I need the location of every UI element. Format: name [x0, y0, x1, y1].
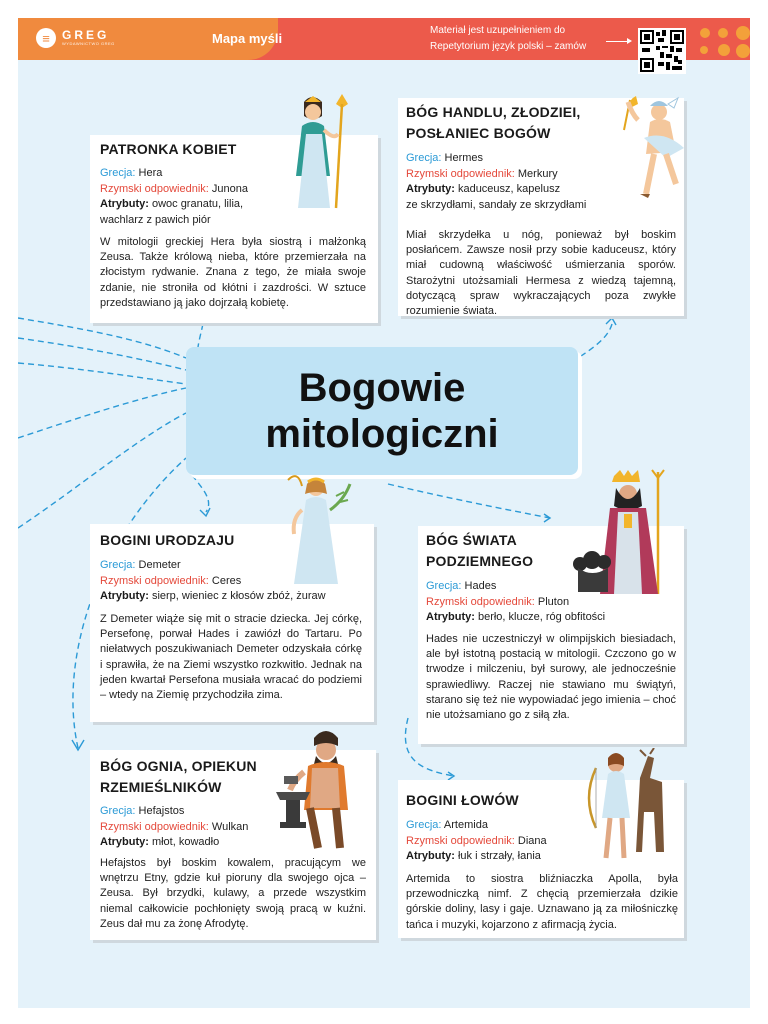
value-rzymski: Ceres	[211, 574, 242, 587]
card-title: BOGINI ŁOWÓW	[406, 792, 519, 808]
value-grecja: Hefajstos	[138, 805, 185, 817]
card-info	[406, 818, 596, 865]
card-description: Hades nie uczestniczył w olimpijskich biesiadach, ale był istotną postacią w mitologii. Czczono go w trwodze i milczeniu, był surowy, ale jednocześnie sprawiedliwy. Raczej nie stawiano mu świątyń, starano się też nie wypowiadać jego imienia – choć nie utożsamiano go z siłą zła.	[426, 633, 676, 722]
label-rzymski: Rzymski odpowiednik:	[100, 182, 209, 195]
arrow-right-icon	[606, 41, 630, 42]
card-title: BOGINI URODZAJU	[100, 532, 235, 548]
artemida-illustration	[578, 748, 688, 864]
header-note-line-1: Materiał jest uzupełnieniem do	[430, 25, 566, 36]
mind-map-page	[18, 18, 750, 1008]
label-grecja: Grecja:	[406, 819, 442, 831]
label-rzymski: Rzymski odpowiednik:	[100, 574, 209, 587]
value-rzymski: Junona	[211, 182, 248, 195]
card-title	[100, 756, 257, 798]
greg-logo-icon: ≡	[36, 28, 56, 48]
header-note-line-2: Repetytorium język polski – zamów	[430, 41, 587, 52]
card-description: Z Demeter wiąże się mit o stracie dziecka. Jej córkę, Persefonę, porwał Hades i zawiózł do Tartaru. Po niełatwych poszukiwaniach Demeter odzyskała córkę i sprawiła, że na Ziemi wszystko rozkwitło. Jednak na jeden kwartał Persefona musiała wracać do podziemi – wtedy na Ziemię przychodziła zima.	[100, 613, 362, 702]
card-info	[100, 804, 280, 851]
card-title-line-1: BÓG ŚWIATA	[426, 532, 517, 548]
card-title	[406, 102, 581, 144]
label-grecja: Grecja:	[426, 580, 462, 592]
value-rzymski: Pluton	[537, 595, 570, 608]
logo-text: GREG	[62, 28, 110, 42]
header-bar	[18, 18, 750, 60]
hermes-illustration	[614, 90, 694, 210]
card-title-line-2: POSŁANIEC BOGÓW	[406, 125, 551, 141]
value-rzymski: Merkury	[517, 167, 558, 180]
card-description: W mitologii greckiej Hera była siostrą i małżonką Zeusa. Także królową nieba, które przemierzała na złocistym rydwanie. Znana z tego, że miała swoje zdanie, nie stroniła od kłótni i zazdrości. W sztuce przedstawiano ją jako dojrzałą kobietę.	[100, 236, 366, 309]
greg-logo	[36, 28, 115, 48]
label-atrybuty: Atrybuty:	[100, 198, 149, 210]
value-grecja: Hera	[138, 167, 163, 179]
value-grecja: Hermes	[444, 152, 484, 164]
value-rzymski: Diana	[517, 834, 547, 847]
label-grecja: Grecja:	[406, 152, 442, 164]
label-grecja: Grecja:	[100, 559, 136, 571]
value-rzymski: Wulkan	[211, 820, 249, 833]
card-title-line-1: BÓG HANDLU, ZŁODZIEI,	[406, 104, 581, 120]
value-atrybuty: sierp, wieniec z kłosów zbóż, żuraw	[151, 590, 326, 602]
hades-illustration	[570, 468, 682, 596]
value-grecja: Demeter	[138, 559, 181, 571]
value-atrybuty: młot, kowadło	[151, 836, 220, 848]
label-rzymski: Rzymski odpowiednik:	[406, 167, 515, 180]
hefajstos-illustration	[270, 728, 360, 852]
card-description: Miał skrzydełka u nóg, ponieważ był boskim posłańcem. Zawsze nosił przy sobie kaduceusz, który miał cudowną właściwość uśmierzania sporów. Starożytni utożsamiali Hermesa z wiedzą tajemną, dotyczącą spraw wykraczających poza zwykłe rozumienie świata.	[406, 229, 676, 318]
card-title-line-2: RZEMIEŚLNIKÓW	[100, 779, 222, 795]
value-atrybuty: łuk i strzały, łania	[457, 850, 541, 862]
card-info	[100, 166, 290, 228]
label-atrybuty: Atrybuty:	[100, 836, 149, 848]
qr-code-icon[interactable]	[638, 28, 686, 74]
label-atrybuty: Atrybuty:	[406, 183, 455, 195]
decorative-dots	[698, 22, 750, 60]
label-rzymski: Rzymski odpowiednik:	[406, 834, 515, 847]
central-topic	[186, 347, 578, 475]
header-title: Mapa myśli	[212, 31, 283, 46]
label-atrybuty: Atrybuty:	[100, 590, 149, 602]
label-atrybuty: Atrybuty:	[426, 611, 475, 623]
label-atrybuty: Atrybuty:	[406, 850, 455, 862]
value-grecja: Artemida	[443, 819, 488, 831]
value-atrybuty-cont: wachlarz z pawich piór	[100, 213, 211, 226]
value-atrybuty: berło, klucze, róg obfitości	[477, 611, 606, 623]
card-title	[426, 530, 533, 572]
label-grecja: Grecja:	[100, 167, 136, 179]
value-atrybuty: owoc granatu, lilia,	[151, 198, 244, 210]
card-title-line-2: PODZIEMNEGO	[426, 553, 534, 569]
card-description: Hefajstos był boskim kowalem, pracującym we wnętrzu Etny, gdzie kuł pioruny dla swojego ojca – Zeusa. Był brzydki, kulawy, a przede wszystkim niemal całkowicie pochłonięty swoją pracą w kuźni. Zeus dał mu za żonę Afrodytę.	[100, 857, 366, 930]
value-atrybuty-cont: ze skrzydłami, sandały ze skrzydłami	[406, 198, 587, 211]
value-grecja: Hades	[464, 580, 497, 592]
header-note	[430, 23, 586, 55]
central-title: Bogowie mitologiczni	[265, 366, 499, 456]
demeter-illustration	[280, 470, 360, 590]
hera-illustration	[280, 90, 358, 210]
card-description: Artemida to siostra bliźniaczka Apolla, była przewodniczką nimf. Z chęcią przemierzała dzikie górskie doliny, lasy i gaje. Uznawano ją za miłośniczkę tańca i muzyki, kojarzono z afirmacją życia.	[406, 873, 678, 931]
label-grecja: Grecja:	[100, 805, 136, 817]
logo-subtext: WYDAWNICTWO GREG	[62, 41, 115, 46]
label-rzymski: Rzymski odpowiednik:	[100, 820, 209, 833]
card-title: PATRONKA KOBIET	[100, 141, 237, 157]
value-atrybuty: kaduceusz, kapelusz	[457, 183, 561, 195]
card-title-line-1: BÓG OGNIA, OPIEKUN	[100, 758, 257, 774]
label-rzymski: Rzymski odpowiednik:	[426, 595, 535, 608]
